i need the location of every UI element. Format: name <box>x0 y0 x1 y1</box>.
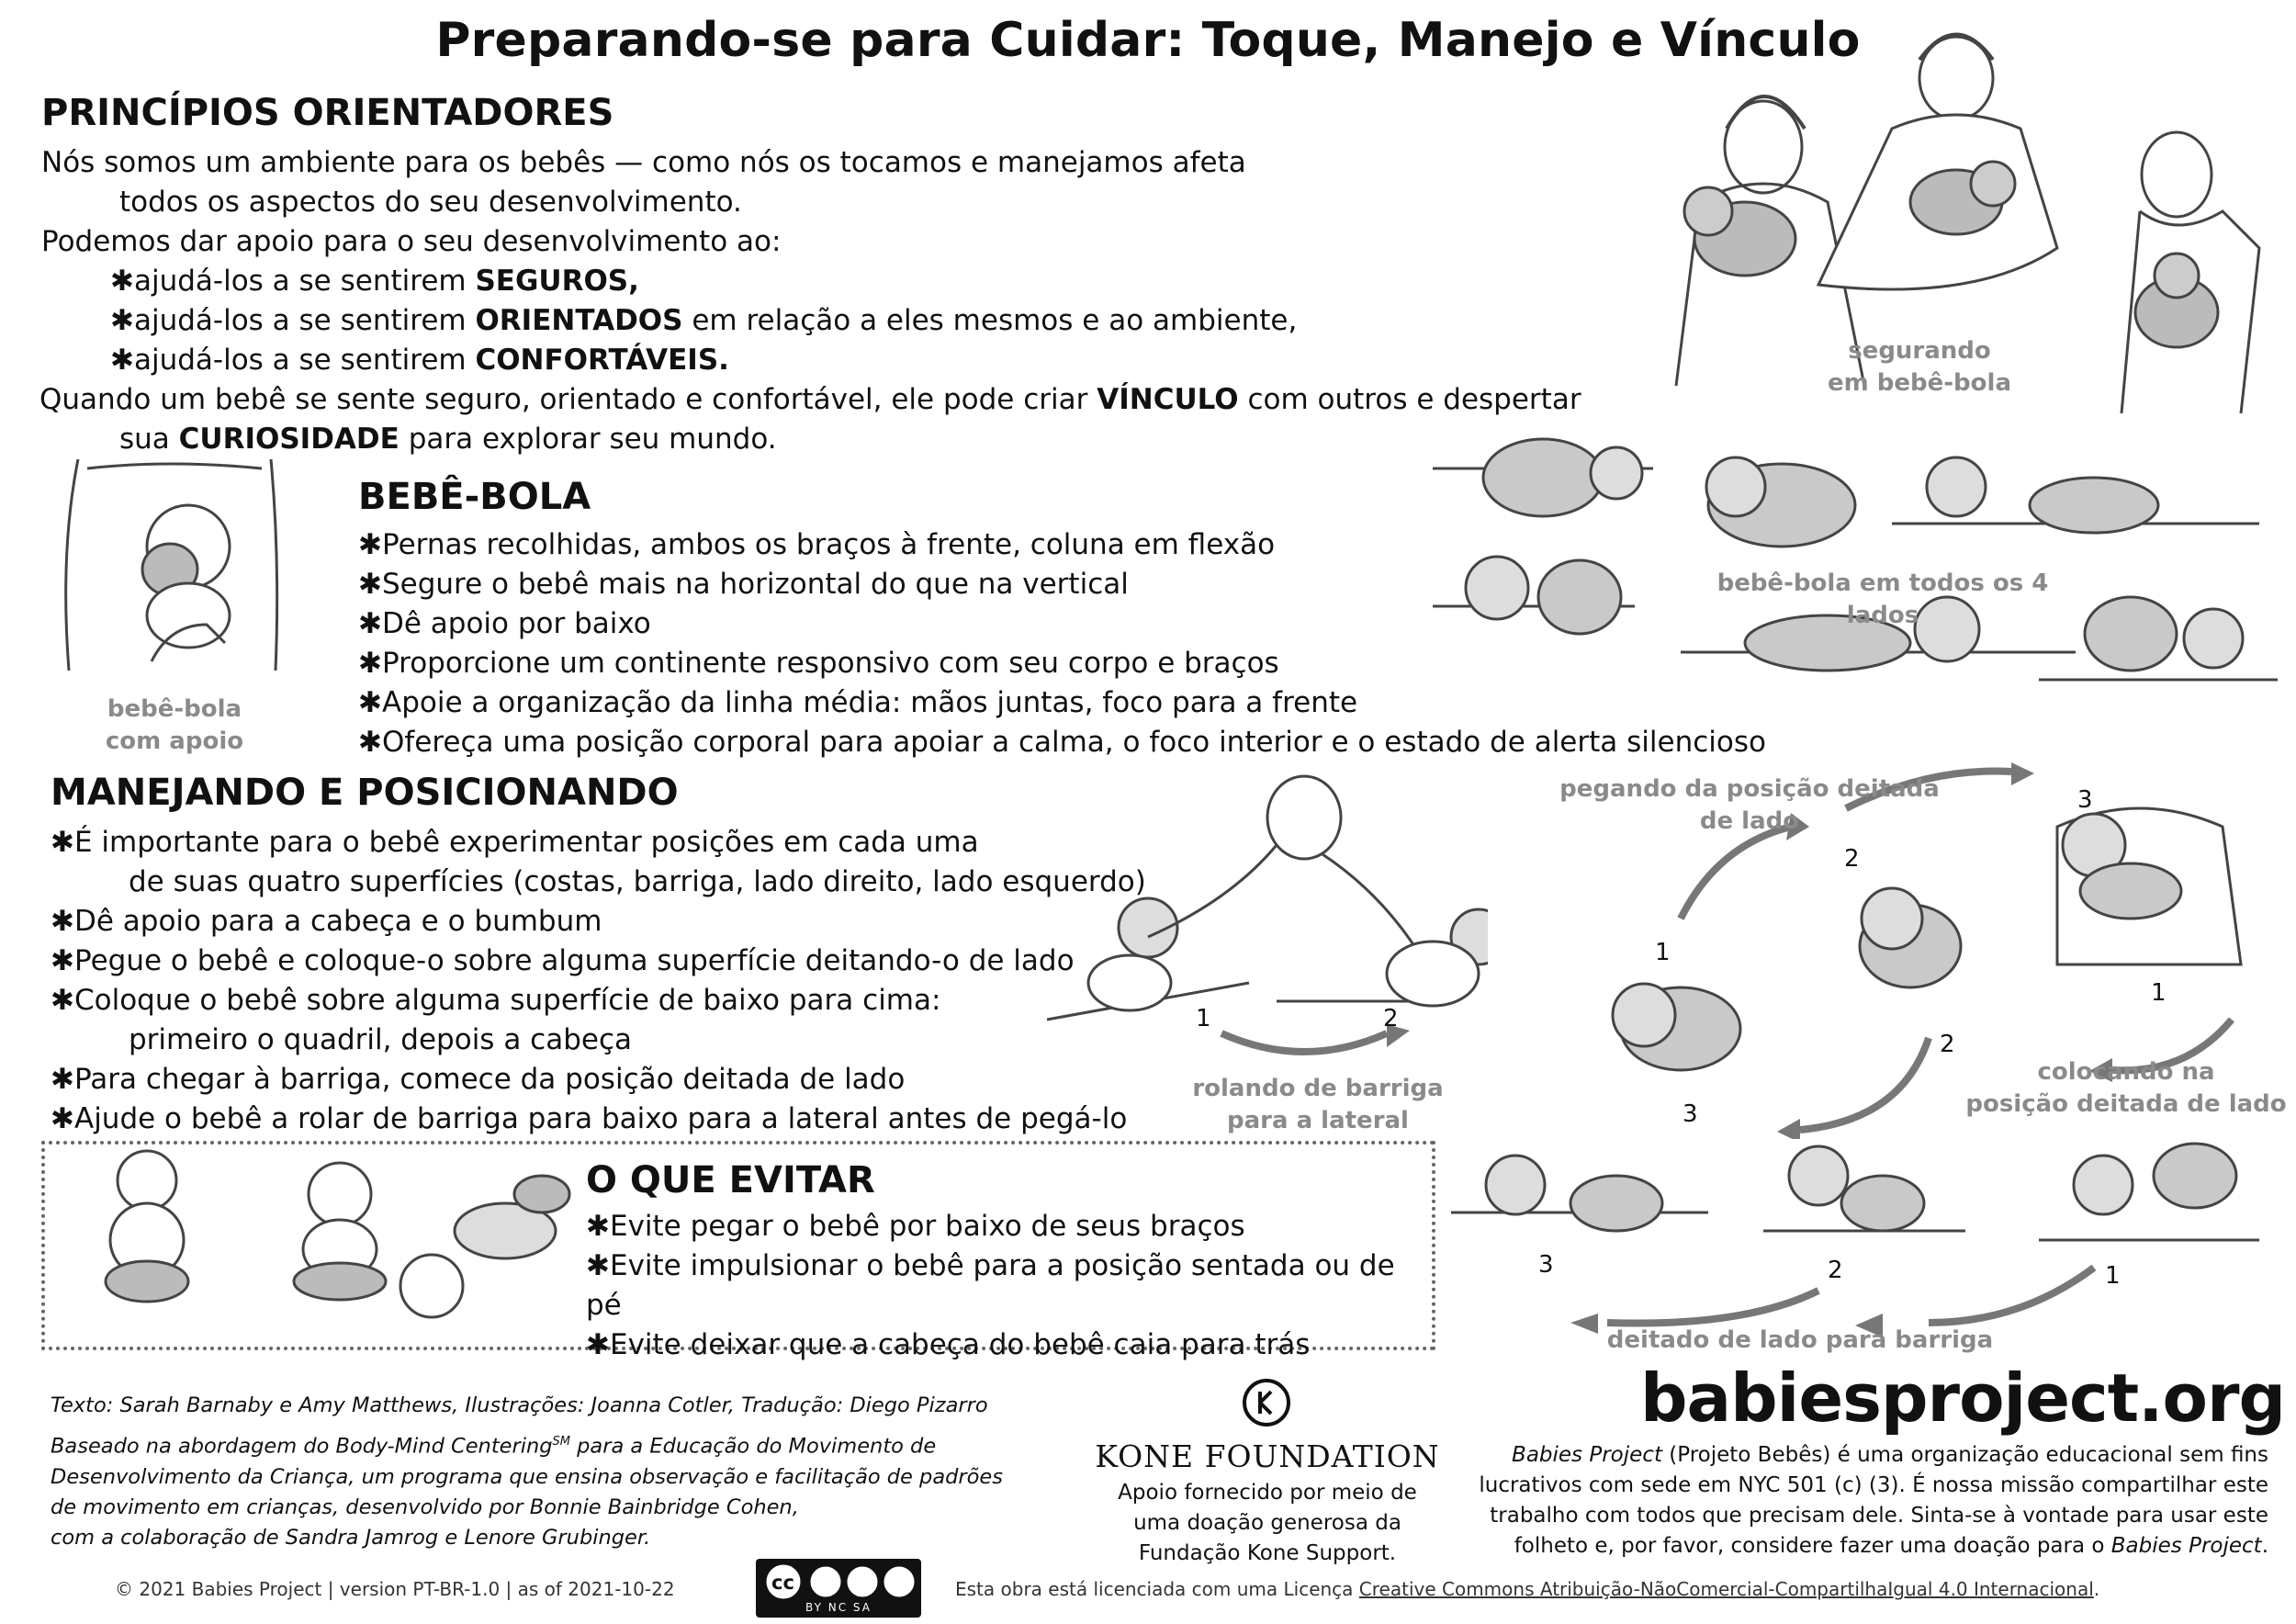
ball-item: ✱ Pernas recolhidas, ambos os braços à frente, coluna em flexão <box>358 525 1782 565</box>
side-to-belly-illustration <box>1451 1139 2278 1341</box>
ball-item: ✱ Apoie a organização da linha média: mãos juntas, foco para a frente <box>358 683 1782 723</box>
credits-line: Texto: Sarah Barnaby e Amy Matthews, Ilustrações: Joanna Cotler, Tradução: Diego Pizarro <box>51 1393 988 1417</box>
caption-holding <box>1823 335 2016 400</box>
place-step-3: 3 <box>1683 1100 1698 1128</box>
copyright: © 2021 Babies Project | version PT-BR-1.0 | as of 2021-10-22 <box>115 1578 675 1600</box>
based-text: Baseado na abordagem do Body-Mind Centering <box>51 1434 553 1459</box>
ball-heading: BEBÊ-BOLA <box>358 476 591 518</box>
based-text-post: para a Educação do Movimento de <box>570 1434 937 1459</box>
bullet-text: ajudá-los a se sentirem <box>133 304 476 337</box>
line-text-post: para explorar seu mundo. <box>399 423 777 456</box>
bullet-bold: ORIENTADOS <box>475 304 683 337</box>
license-line <box>955 1578 2287 1600</box>
site-url[interactable]: babiesproject.org <box>1639 1359 2285 1437</box>
caption-line: em bebê-bola <box>1828 369 2011 397</box>
ball-item: ✱ Proporcione um continente responsivo com seu corpo e braços <box>358 644 1782 683</box>
caption-line: com apoio <box>105 727 244 755</box>
principles-line4 <box>39 380 1603 420</box>
caption-place-side <box>1956 1056 2296 1121</box>
cc-badge-label: BY NC SA <box>805 1601 872 1614</box>
principles-line1a: Nós somos um ambiente para os bebês — como nós os tocamos e manejamos afeta <box>41 146 1246 179</box>
bullet-text: ajudá-los a se sentirem <box>133 265 476 298</box>
license-text-post: . <box>2093 1578 2100 1600</box>
line-text: Quando um bebê se sente seguro, orientado e confortável, ele pode criar <box>39 383 1097 416</box>
avoid-section <box>586 1159 1431 1365</box>
caption-line: posição deitada de lado <box>1965 1090 2287 1118</box>
principles-section <box>41 92 1603 459</box>
pickup-step-2: 2 <box>1844 845 1860 873</box>
principles-line1b: todos os aspectos do seu desenvolvimento. <box>119 186 742 219</box>
kone-line: Fundação Kone Support. <box>1138 1541 1397 1565</box>
supported-ball-illustration <box>51 450 289 680</box>
based-line: com a colaboração de Sandra Jamrog e Lenore Grubinger. <box>51 1525 651 1550</box>
caption-line: bebê-bola <box>107 695 242 723</box>
avoid-illustration <box>64 1148 579 1332</box>
site-text: folheto e, por favor, considere fazer uma doação para o <box>1514 1534 2111 1558</box>
site-line: trabalho com todos que precisam dele. Sinta-se à vontade para usar este <box>1490 1504 2268 1528</box>
place-step-2: 2 <box>1940 1031 1955 1058</box>
avoid-heading: O QUE EVITAR <box>586 1159 875 1201</box>
principles-bullet-oriented <box>41 301 1603 341</box>
avoid-item: ✱ Evite impulsionar o bebê para a posição sentada ou de pé <box>586 1246 1431 1325</box>
credits <box>51 1391 1107 1553</box>
bullet-bold: SEGUROS, <box>475 265 639 298</box>
handling-item: ✱ Coloque o bebê sobre alguma superfície de baixo para cima: <box>51 981 1153 1021</box>
ball-item: ✱ Ofereça uma posição corporal para apoiar a calma, o foco interior e o estado de alerta silencioso <box>358 723 1782 762</box>
roll-step-1: 1 <box>1196 1005 1211 1032</box>
avoid-item: ✱ Evite pegar o bebê por baixo de seus braços <box>586 1207 1431 1246</box>
ball-item: ✱ Segure o bebê mais na horizontal do que na vertical <box>358 565 1782 604</box>
caption-four-sides: bebê-bola em todos os 4 lados <box>1716 570 2049 629</box>
license-link[interactable]: Creative Commons Atribuição-NãoComercial-CompartilhaIgual 4.0 Internacional <box>1358 1578 2094 1600</box>
site-line <box>1460 1440 2268 1471</box>
cc-icons <box>756 1559 921 1601</box>
place-step-1: 1 <box>2151 979 2167 1007</box>
line-bold: VÍNCULO <box>1097 383 1239 416</box>
site-text: . <box>2261 1534 2268 1558</box>
roll-step-2: 2 <box>1383 1005 1399 1032</box>
kone-section <box>1088 1438 1446 1569</box>
caption-line: pegando da posição deitada <box>1559 775 1940 803</box>
caption-line: rolando de barriga <box>1192 1075 1444 1102</box>
line-text-post: com outros e despertar <box>1238 383 1581 416</box>
ball-item: ✱ Dê apoio por baixo <box>358 604 1782 644</box>
line-text: sua <box>119 423 179 456</box>
belly-step-3: 3 <box>1538 1251 1554 1279</box>
site-name: Babies Project <box>1512 1443 1662 1467</box>
based-line: de movimento em crianças, desenvolvido por Bonnie Bainbridge Cohen, <box>51 1494 799 1519</box>
based-line: Desenvolvimento da Criança, um programa que ensina observação e facilitação de padrões <box>51 1464 1003 1489</box>
caption-supported <box>73 694 276 758</box>
license-text: Esta obra está licenciada com uma Licença <box>955 1578 1359 1600</box>
bullet-bold: CONFORTÁVEIS. <box>475 344 729 377</box>
caption-line: colocando na <box>2037 1058 2215 1086</box>
kone-line: uma doação generosa da <box>1133 1511 1401 1535</box>
svg-text:cc: cc <box>771 1572 794 1594</box>
belly-step-2: 2 <box>1828 1257 1843 1284</box>
handling-item: ✱ Ajude o bebê a rolar de barriga para baixo para a lateral antes de pegá-lo <box>51 1100 1153 1139</box>
principles-heading: PRINCÍPIOS ORIENTADORES <box>41 92 614 134</box>
pickup-step-3: 3 <box>2077 786 2093 814</box>
handling-item: ✱ Dê apoio para a cabeça e o bumbum <box>51 902 1153 942</box>
handling-item-cont: primeiro o quadril, depois a cabeça <box>129 1023 632 1056</box>
caption-line: de lado <box>1699 807 1800 835</box>
handling-item: ✱ É importante para o bebê experimentar posições em cada uma <box>51 823 1153 863</box>
based-on-line <box>51 1427 1107 1462</box>
kone-logo-icon <box>1242 1378 1291 1427</box>
site-line <box>1460 1531 2268 1562</box>
site-description <box>1460 1440 2268 1562</box>
principles-bullet-comfortable <box>41 341 1603 380</box>
handling-item: ✱ Para chegar à barriga, comece da posição deitada de lado <box>51 1060 1153 1100</box>
pickup-step-1: 1 <box>1655 939 1671 966</box>
rolling-illustration <box>1047 772 1488 1075</box>
handling-heading: MANEJANDO E POSICIONANDO <box>51 772 679 814</box>
handling-section <box>51 772 1153 1139</box>
page-title: Preparando-se para Cuidar: Toque, Manejo e Vínculo <box>435 13 1861 68</box>
site-text: (Projeto Bebês) é uma organização educacional sem fins <box>1661 1443 2268 1467</box>
kone-line: Apoio fornecido por meio de <box>1118 1481 1417 1505</box>
caption-line: para a lateral <box>1227 1107 1409 1134</box>
site-line: lucrativos com sede em NYC 501 (c) (3). É nossa missão compartilhar este <box>1479 1473 2268 1497</box>
belly-step-1: 1 <box>2105 1262 2121 1290</box>
kone-logo-text: KONE FOUNDATION <box>1095 1438 1440 1474</box>
caption-side-pickup <box>1557 773 1942 838</box>
caption-roll <box>1185 1073 1451 1137</box>
avoid-item: ✱ Evite deixar que a cabeça do bebê caia para trás <box>586 1325 1431 1365</box>
handling-item-cont: de suas quatro superfícies (costas, barriga, lado direito, lado esquerdo) <box>129 865 1146 898</box>
cc-badge[interactable] <box>756 1559 921 1618</box>
caption-side-to-belly: deitado de lado para barriga <box>1606 1326 1994 1354</box>
line-bold: CURIOSIDADE <box>178 423 400 456</box>
handling-item: ✱ Pegue o bebê e coloque-o sobre alguma superfície deitando-o de lado <box>51 942 1153 981</box>
caption-line: segurando <box>1848 337 1991 365</box>
sm-mark: SM <box>552 1435 570 1449</box>
bullet-text-post: em relação a eles mesmos e ao ambiente, <box>682 304 1298 337</box>
principles-bullet-safe <box>41 262 1603 301</box>
site-name: Babies Project <box>2110 1534 2262 1558</box>
bullet-text: ajudá-los a se sentirem <box>133 344 476 377</box>
principles-line2: Podemos dar apoio para o seu desenvolvimento ao: <box>41 225 782 258</box>
